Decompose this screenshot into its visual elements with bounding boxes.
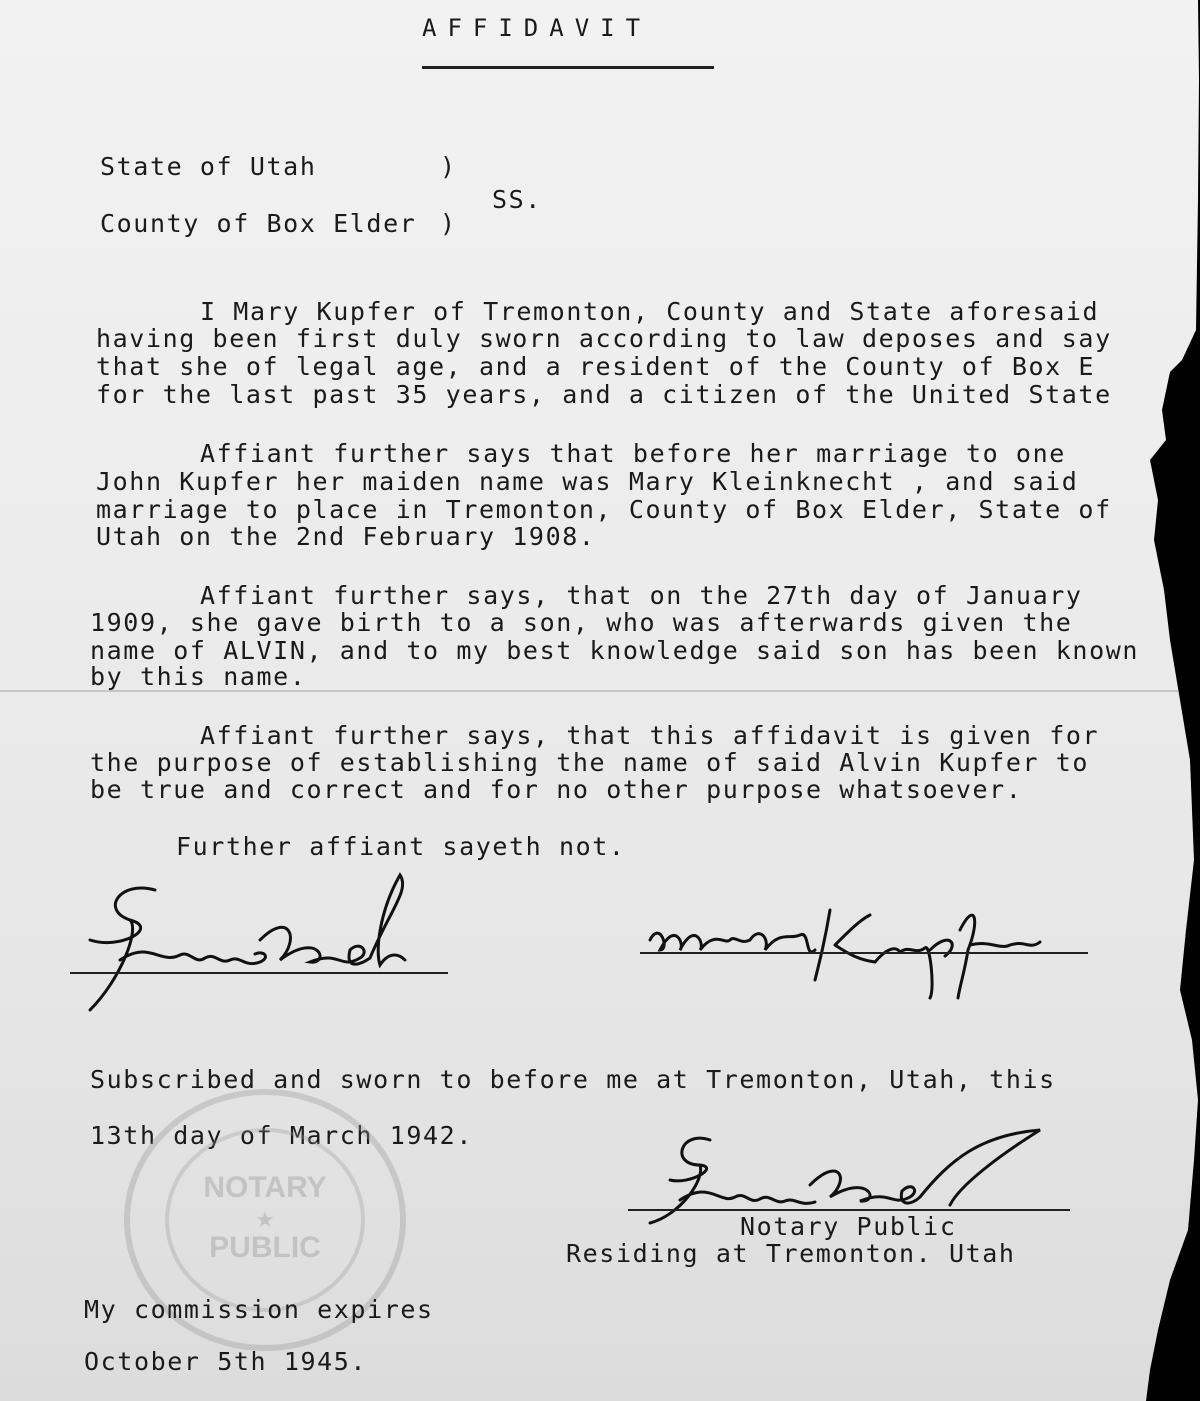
venue-bracket: ) (440, 152, 457, 181)
body-line: 1909, she gave birth to a son, who was afterwards given the (90, 608, 1073, 637)
body-line: by this name. (90, 662, 307, 691)
signature-line (70, 972, 448, 974)
jurat-line: Subscribed and sworn to before me at Tremonton, Utah, this (90, 1065, 1056, 1094)
body-line: the purpose of establishing the name of said Alvin Kupfer to (90, 748, 1090, 777)
body-line: name of ALVIN, and to my best knowledge said son has been known (90, 636, 1140, 665)
venue-ss: SS. (492, 185, 542, 214)
commission-label: My commission expires (84, 1295, 434, 1324)
body-line: having been first duly sworn according to law deposes and say (96, 324, 1112, 353)
notary-title: Notary Public (740, 1212, 957, 1241)
venue-bracket: ) (440, 209, 457, 238)
body-line: that she of legal age, and a resident of the County of Box E (96, 352, 1096, 381)
svg-text:NOTARY: NOTARY (203, 1171, 327, 1204)
body-line: Utah on the 2nd February 1908. (96, 522, 596, 551)
body-line: Affiant further says that before her marriage to one (200, 439, 1066, 468)
svg-text:PUBLIC: PUBLIC (209, 1231, 321, 1264)
body-line: I Mary Kupfer of Tremonton, County and State aforesaid (200, 297, 1100, 326)
torn-edge (1120, 0, 1200, 1401)
body-line: Affiant further says, that on the 27th day of January (200, 581, 1083, 610)
venue-county: County of Box Elder (100, 209, 417, 238)
body-line: be true and correct and for no other purpose whatsoever. (90, 775, 1023, 804)
jurat-date: 13th day of March 1942. (90, 1121, 473, 1150)
svg-text:★: ★ (255, 1207, 275, 1232)
document-title: AFFIDAVIT (422, 14, 652, 42)
witness-signature (60, 870, 460, 1020)
body-line: marriage to place in Tremonton, County of Box Elder, State of (96, 495, 1112, 524)
body-line: for the last past 35 years, and a citizen of the United State (96, 380, 1112, 409)
closing-statement: Further affiant sayeth not. (176, 832, 626, 861)
signature-line (640, 952, 1088, 954)
notary-residence: Residing at Tremonton. Utah (566, 1239, 1016, 1268)
body-line: Affiant further says, that this affidavit is given for (200, 721, 1100, 750)
body-line: John Kupfer her maiden name was Mary Kleinknecht , and said (96, 467, 1079, 496)
title-underline (422, 66, 714, 69)
signature-line (628, 1209, 1070, 1211)
venue-state: State of Utah (100, 152, 317, 181)
commission-date: October 5th 1945. (84, 1347, 368, 1376)
affiant-signature (630, 890, 1090, 1000)
